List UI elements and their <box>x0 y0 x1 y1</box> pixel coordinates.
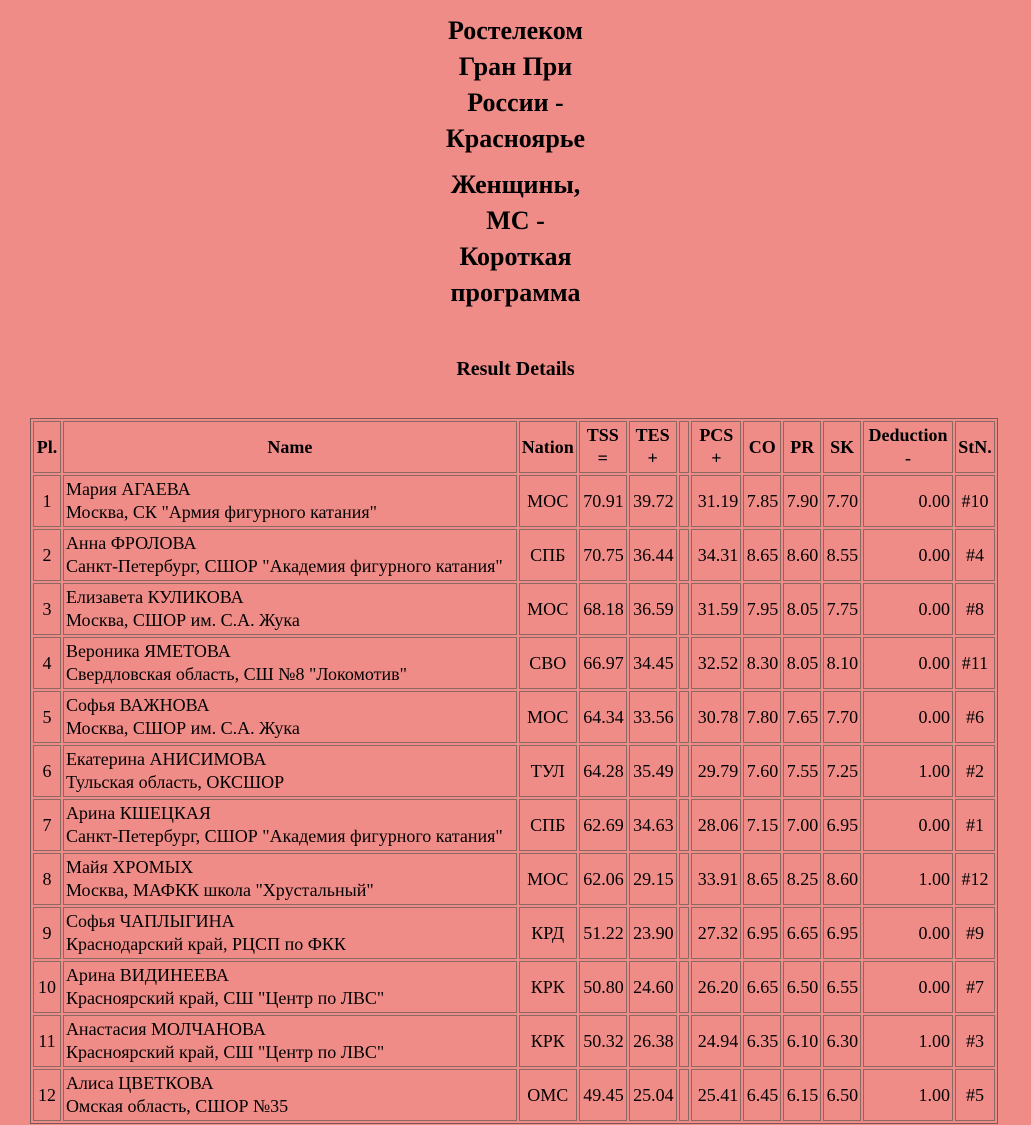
nation-cell: СПБ <box>519 799 577 851</box>
event-title-line: России - <box>467 88 564 117</box>
skater-club: Красноярский край, СШ "Центр по ЛВС" <box>65 988 385 1008</box>
deduction-cell: 0.00 <box>863 637 953 689</box>
event-title-line: Красноярье <box>445 124 586 153</box>
pr-cell: 7.90 <box>783 475 821 527</box>
tss-cell: 70.75 <box>579 529 627 581</box>
pcs-cell: 30.78 <box>691 691 741 743</box>
skater-cell <box>63 907 517 959</box>
col-pcs: PCS + <box>691 421 741 473</box>
nation-cell: КРК <box>519 1015 577 1067</box>
tes-cell: 25.04 <box>629 1069 677 1121</box>
skater-name: Екатерина АНИСИМОВА <box>65 749 267 769</box>
starting-number-cell: #7 <box>955 961 995 1013</box>
nation-cell: СВО <box>519 637 577 689</box>
deduction-cell: 0.00 <box>863 583 953 635</box>
pcs-cell: 24.94 <box>691 1015 741 1067</box>
co-cell: 6.45 <box>743 1069 781 1121</box>
spacer-cell <box>679 529 690 581</box>
tss-cell: 50.80 <box>579 961 627 1013</box>
category-title-line: Женщины, <box>450 170 581 199</box>
skater-cell <box>63 529 517 581</box>
skater-name: Анастасия МОЛЧАНОВА <box>65 1019 266 1039</box>
nation-cell: МОС <box>519 475 577 527</box>
co-cell: 6.35 <box>743 1015 781 1067</box>
col-nation: Nation <box>519 421 577 473</box>
deduction-cell: 1.00 <box>863 745 953 797</box>
tss-cell: 62.06 <box>579 853 627 905</box>
results-table <box>30 418 998 1124</box>
skater-cell <box>63 799 517 851</box>
skater-club: Краснодарский край, РЦСП по ФКК <box>65 934 346 954</box>
place-cell: 11 <box>33 1015 61 1067</box>
tss-cell: 50.32 <box>579 1015 627 1067</box>
col-place: Pl. <box>33 421 61 473</box>
co-cell: 8.30 <box>743 637 781 689</box>
skater-club: Москва, СШОР им. С.А. Жука <box>65 718 300 738</box>
skater-cell <box>63 475 517 527</box>
starting-number-cell: #8 <box>955 583 995 635</box>
table-row <box>33 745 995 797</box>
pr-cell: 7.00 <box>783 799 821 851</box>
spacer-cell <box>679 637 690 689</box>
table-row <box>33 907 995 959</box>
deduction-cell: 0.00 <box>863 529 953 581</box>
table-row <box>33 529 995 581</box>
place-cell: 5 <box>33 691 61 743</box>
deduction-cell: 0.00 <box>863 961 953 1013</box>
skater-name: Арина ВИДИНЕЕВА <box>65 965 229 985</box>
co-cell: 7.60 <box>743 745 781 797</box>
spacer-cell <box>679 799 690 851</box>
spacer-cell <box>679 583 690 635</box>
category-title-line: программа <box>450 278 581 307</box>
sk-cell: 7.75 <box>823 583 861 635</box>
co-cell: 7.85 <box>743 475 781 527</box>
tss-cell: 66.97 <box>579 637 627 689</box>
pcs-cell: 31.19 <box>691 475 741 527</box>
skater-cell <box>63 1069 517 1121</box>
tes-cell: 34.63 <box>629 799 677 851</box>
spacer-cell <box>679 961 690 1013</box>
skater-name: Арина КШЕЦКАЯ <box>65 803 211 823</box>
skater-cell <box>63 583 517 635</box>
spacer-cell <box>679 691 690 743</box>
skater-club: Тульская область, ОКСШОР <box>65 772 285 792</box>
table-row <box>33 475 995 527</box>
skater-name: Софья ВАЖНОВА <box>65 695 210 715</box>
skater-name: Софья ЧАПЛЫГИНА <box>65 911 235 931</box>
co-cell: 7.95 <box>743 583 781 635</box>
skater-club: Омская область, СШОР №35 <box>65 1096 289 1116</box>
place-cell: 8 <box>33 853 61 905</box>
starting-number-cell: #6 <box>955 691 995 743</box>
place-cell: 9 <box>33 907 61 959</box>
nation-cell: КРД <box>519 907 577 959</box>
pcs-cell: 26.20 <box>691 961 741 1013</box>
tes-cell: 33.56 <box>629 691 677 743</box>
col-co: CO <box>743 421 781 473</box>
pr-cell: 8.25 <box>783 853 821 905</box>
nation-cell: СПБ <box>519 529 577 581</box>
table-row <box>33 799 995 851</box>
sk-cell: 6.55 <box>823 961 861 1013</box>
skater-club: Москва, СК "Армия фигурного катания" <box>65 502 378 522</box>
nation-cell: ОМС <box>519 1069 577 1121</box>
place-cell: 10 <box>33 961 61 1013</box>
tes-cell: 35.49 <box>629 745 677 797</box>
tes-cell: 23.90 <box>629 907 677 959</box>
skater-cell <box>63 1015 517 1067</box>
sk-cell: 8.10 <box>823 637 861 689</box>
spacer-cell <box>679 907 690 959</box>
place-cell: 2 <box>33 529 61 581</box>
pr-cell: 6.50 <box>783 961 821 1013</box>
skater-cell <box>63 637 517 689</box>
pr-cell: 8.60 <box>783 529 821 581</box>
tes-cell: 36.59 <box>629 583 677 635</box>
co-cell: 7.15 <box>743 799 781 851</box>
deduction-cell: 1.00 <box>863 1015 953 1067</box>
deduction-cell: 0.00 <box>863 691 953 743</box>
skater-cell <box>63 853 517 905</box>
table-row <box>33 1015 995 1067</box>
spacer-cell <box>679 745 690 797</box>
skater-name: Майя ХРОМЫХ <box>65 857 194 877</box>
result-details-heading: Result Details <box>456 358 575 380</box>
tss-cell: 62.69 <box>579 799 627 851</box>
event-title <box>366 0 666 157</box>
pr-cell: 6.65 <box>783 907 821 959</box>
tss-cell: 49.45 <box>579 1069 627 1121</box>
skater-name: Алиса ЦВЕТКОВА <box>65 1073 214 1093</box>
co-cell: 8.65 <box>743 529 781 581</box>
sk-cell: 7.70 <box>823 691 861 743</box>
col-tes: TES + <box>629 421 677 473</box>
skater-cell <box>63 961 517 1013</box>
col-stn: StN. <box>955 421 995 473</box>
tes-cell: 36.44 <box>629 529 677 581</box>
skater-name: Елизавета КУЛИКОВА <box>65 587 244 607</box>
place-cell: 3 <box>33 583 61 635</box>
skater-club: Санкт-Петербург, СШОР "Академия фигурного катания" <box>65 556 503 576</box>
co-cell: 6.65 <box>743 961 781 1013</box>
category-title <box>366 167 666 311</box>
deduction-cell: 0.00 <box>863 799 953 851</box>
pcs-cell: 32.52 <box>691 637 741 689</box>
tss-cell: 64.34 <box>579 691 627 743</box>
nation-cell: КРК <box>519 961 577 1013</box>
tss-cell: 51.22 <box>579 907 627 959</box>
col-spacer <box>679 421 690 473</box>
tes-cell: 24.60 <box>629 961 677 1013</box>
pr-cell: 8.05 <box>783 583 821 635</box>
skater-name: Анна ФРОЛОВА <box>65 533 197 553</box>
place-cell: 12 <box>33 1069 61 1121</box>
co-cell: 8.65 <box>743 853 781 905</box>
starting-number-cell: #5 <box>955 1069 995 1121</box>
tes-cell: 26.38 <box>629 1015 677 1067</box>
sk-cell: 7.70 <box>823 475 861 527</box>
skater-cell <box>63 691 517 743</box>
category-title-line: Короткая <box>459 242 572 271</box>
table-row <box>33 583 995 635</box>
place-cell: 1 <box>33 475 61 527</box>
nation-cell: ТУЛ <box>519 745 577 797</box>
pcs-cell: 31.59 <box>691 583 741 635</box>
spacer-cell <box>679 475 690 527</box>
deduction-cell: 0.00 <box>863 475 953 527</box>
col-sk: SK <box>823 421 861 473</box>
col-deduction: Deduction - <box>863 421 953 473</box>
pr-cell: 6.15 <box>783 1069 821 1121</box>
table-row <box>33 961 995 1013</box>
spacer-cell <box>679 1069 690 1121</box>
table-row <box>33 637 995 689</box>
col-name: Name <box>63 421 517 473</box>
nation-cell: МОС <box>519 853 577 905</box>
pr-cell: 7.55 <box>783 745 821 797</box>
skater-cell <box>63 745 517 797</box>
tes-cell: 39.72 <box>629 475 677 527</box>
deduction-cell: 1.00 <box>863 853 953 905</box>
co-cell: 7.80 <box>743 691 781 743</box>
starting-number-cell: #10 <box>955 475 995 527</box>
sk-cell: 7.25 <box>823 745 861 797</box>
skater-club: Свердловская область, СШ №8 "Локомотив" <box>65 664 408 684</box>
deduction-cell: 1.00 <box>863 1069 953 1121</box>
spacer-cell <box>679 1015 690 1067</box>
title-block <box>0 0 1031 383</box>
starting-number-cell: #11 <box>955 637 995 689</box>
pcs-cell: 28.06 <box>691 799 741 851</box>
pcs-cell: 29.79 <box>691 745 741 797</box>
nation-cell: МОС <box>519 583 577 635</box>
sk-cell: 6.30 <box>823 1015 861 1067</box>
place-cell: 7 <box>33 799 61 851</box>
pcs-cell: 27.32 <box>691 907 741 959</box>
table-row <box>33 853 995 905</box>
tes-cell: 34.45 <box>629 637 677 689</box>
sk-cell: 8.60 <box>823 853 861 905</box>
skater-club: Красноярский край, СШ "Центр по ЛВС" <box>65 1042 385 1062</box>
skater-club: Москва, СШОР им. С.А. Жука <box>65 610 300 630</box>
sk-cell: 6.50 <box>823 1069 861 1121</box>
skater-name: Вероника ЯМЕТОВА <box>65 641 231 661</box>
col-tss: TSS = <box>579 421 627 473</box>
skater-club: Санкт-Петербург, СШОР "Академия фигурного катания" <box>65 826 503 846</box>
starting-number-cell: #12 <box>955 853 995 905</box>
pr-cell: 8.05 <box>783 637 821 689</box>
col-pr: PR <box>783 421 821 473</box>
place-cell: 4 <box>33 637 61 689</box>
tss-cell: 64.28 <box>579 745 627 797</box>
starting-number-cell: #9 <box>955 907 995 959</box>
starting-number-cell: #3 <box>955 1015 995 1067</box>
starting-number-cell: #4 <box>955 529 995 581</box>
starting-number-cell: #1 <box>955 799 995 851</box>
category-title-line: МС - <box>486 206 545 235</box>
spacer-cell <box>679 853 690 905</box>
tes-cell: 29.15 <box>629 853 677 905</box>
pcs-cell: 33.91 <box>691 853 741 905</box>
nation-cell: МОС <box>519 691 577 743</box>
pr-cell: 7.65 <box>783 691 821 743</box>
skater-club: Москва, МАФКК школа "Хрустальный" <box>65 880 374 900</box>
sk-cell: 6.95 <box>823 799 861 851</box>
pr-cell: 6.10 <box>783 1015 821 1067</box>
event-title-line: Гран При <box>458 52 573 81</box>
event-title-line: Ростелеком <box>447 16 584 45</box>
tss-cell: 70.91 <box>579 475 627 527</box>
tss-cell: 68.18 <box>579 583 627 635</box>
starting-number-cell: #2 <box>955 745 995 797</box>
sk-cell: 6.95 <box>823 907 861 959</box>
co-cell: 6.95 <box>743 907 781 959</box>
pcs-cell: 34.31 <box>691 529 741 581</box>
pcs-cell: 25.41 <box>691 1069 741 1121</box>
place-cell: 6 <box>33 745 61 797</box>
table-row <box>33 1069 995 1121</box>
skater-name: Мария АГАЕВА <box>65 479 191 499</box>
deduction-cell: 0.00 <box>863 907 953 959</box>
header-row <box>33 421 995 473</box>
sk-cell: 8.55 <box>823 529 861 581</box>
table-row <box>33 691 995 743</box>
